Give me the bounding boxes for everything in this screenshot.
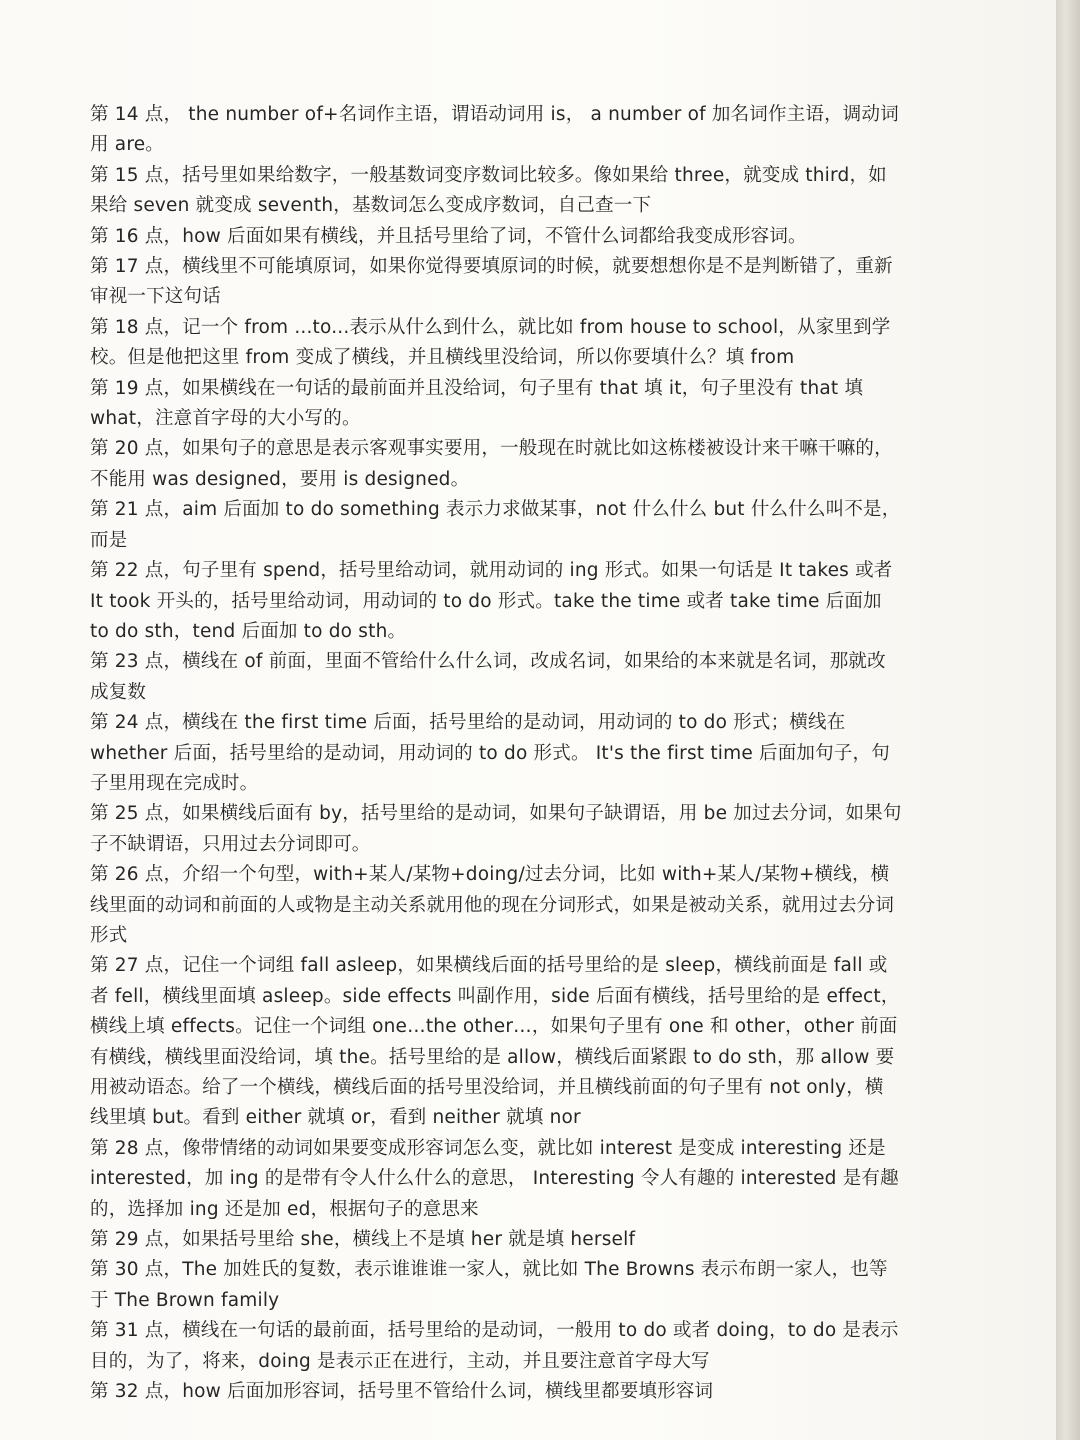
- point-15: 第 15 点，括号里如果给数字，一般基数词变序数词比较多。像如果给 three，就变成 third，如果给 seven 就变成 seventh，基数词怎么变成序数词，自己查一下: [90, 164, 887, 217]
- point-16: 第 16 点，how 后面如果有横线，并且括号里给了词，不管什么词都给我变成形容词。: [90, 225, 807, 247]
- point-31: 第 31 点，横线在一句话的最前面，括号里给的是动词，一般用 to do 或者 doing，to do 是表示目的，为了，将来，doing 是表示正在进行，主动，并且要注意首字母大写: [90, 1320, 899, 1372]
- point-25: 第 25 点，如果横线后面有 by，括号里给的是动词，如果句子缺谓语，用 be 加过去分词，如果句子不缺谓语，只用过去分词即可。: [90, 803, 902, 855]
- page-edge: [1056, 0, 1080, 1440]
- point-29: 第 29 点，如果括号里给 she，横线上不是填 her 就是填 herself: [90, 1229, 636, 1251]
- point-21: 第 21 点，aim 后面加 to do something 表示力求做某事，not 什么什么 but 什么什么叫不是，而是: [90, 499, 901, 551]
- point-27: 第 27 点，记住一个词组 fall asleep，如果横线后面的括号里给的是 sleep，横线前面是 fall 或者 fell，横线里面填 asleep。side effects 叫副作用，side 后面有横线，括号里给的是 effect，横线上填 effects。记住一个词组 one…the other…，如果句子里有 one 和 other，other 前面有横线，横线里面没给词，填 the。括号里给的是 allow，横线后面紧跟 to do sth，那 allow 要用被动语态。给了一个横线，横线后面的括号里没给词，并且横线前面的句子里有 not only，横线里填 but。看到 either 就填 or，看到 neither 就填 nor: [90, 955, 900, 1129]
- point-24: 第 24 点，横线在 the first time 后面，括号里给的是动词，用动词的 to do 形式；横线在 whether 后面，括号里给的是动词，用动词的 to do 形式。 It's the first time 后面加句子，句子里用现在完成时。: [90, 712, 890, 794]
- point-23: 第 23 点，横线在 of 前面，里面不管给什么什么词，改成名词，如果给的本来就是名词，那就改成复数: [90, 651, 886, 703]
- point-19: 第 19 点，如果横线在一句话的最前面并且没给词，句子里有 that 填 it，句子里没有 that 填 what，注意首字母的大小写的。: [90, 377, 864, 430]
- point-26: 第 26 点，介绍一个句型，with+某人/某物+doing/过去分词，比如 with+某人/某物+横线，横线里面的动词和前面的人或物是主动关系就用他的现在分词形式，如果是被动关系，就用过去分词形式: [90, 864, 895, 946]
- point-28: 第 28 点，像带情绪的动词如果要变成形容词怎么变，就比如 interest 是变成 interesting 还是 interested，加 ing 的是带有令人什么什么的意思， Interesting 令人有趣的 interested 是有趣的，选择加 ing 还是加 ed，根据句子的意思来: [90, 1137, 899, 1220]
- point-22: 第 22 点，句子里有 spend，括号里给动词，就用动词的 ing 形式。如果一句话是 It takes 或者 It took 开头的，括号里给动词，用动词的 to do 形式。take the time 或者 take time 后面加 to do sth，tend 后面加 to do sth。: [90, 560, 893, 642]
- point-30: 第 30 点，The 加姓氏的复数，表示谁谁谁一家人，就比如 The Browns 表示布朗一家人，也等于 The Brown family: [90, 1259, 888, 1311]
- point-14: 第 14 点， the number of+名词作主语，谓语动词用 is， a number of 加名词作主语，调动词用 are。: [90, 104, 899, 156]
- point-18: 第 18 点，记一个 from ...to...表示从什么到什么，就比如 from house to school，从家里到学校。但是他把这里 from 变成了横线，并且横线里没给词，所以你要填什么？填 from: [90, 316, 891, 369]
- point-17: 第 17 点，横线里不可能填原词，如果你觉得要填原词的时候，就要想想你是不是判断错了，重新审视一下这句话: [90, 256, 893, 308]
- point-20: 第 20 点，如果句子的意思是表示客观事实要用，一般现在时就比如这栋楼被设计来干嘛干嘛的，不能用 was designed，要用 is designed。: [90, 438, 893, 490]
- point-32: 第 32 点，how 后面加形容词，括号里不管给什么词，横线里都要填形容词: [90, 1381, 714, 1403]
- notes-body: [90, 100, 902, 1407]
